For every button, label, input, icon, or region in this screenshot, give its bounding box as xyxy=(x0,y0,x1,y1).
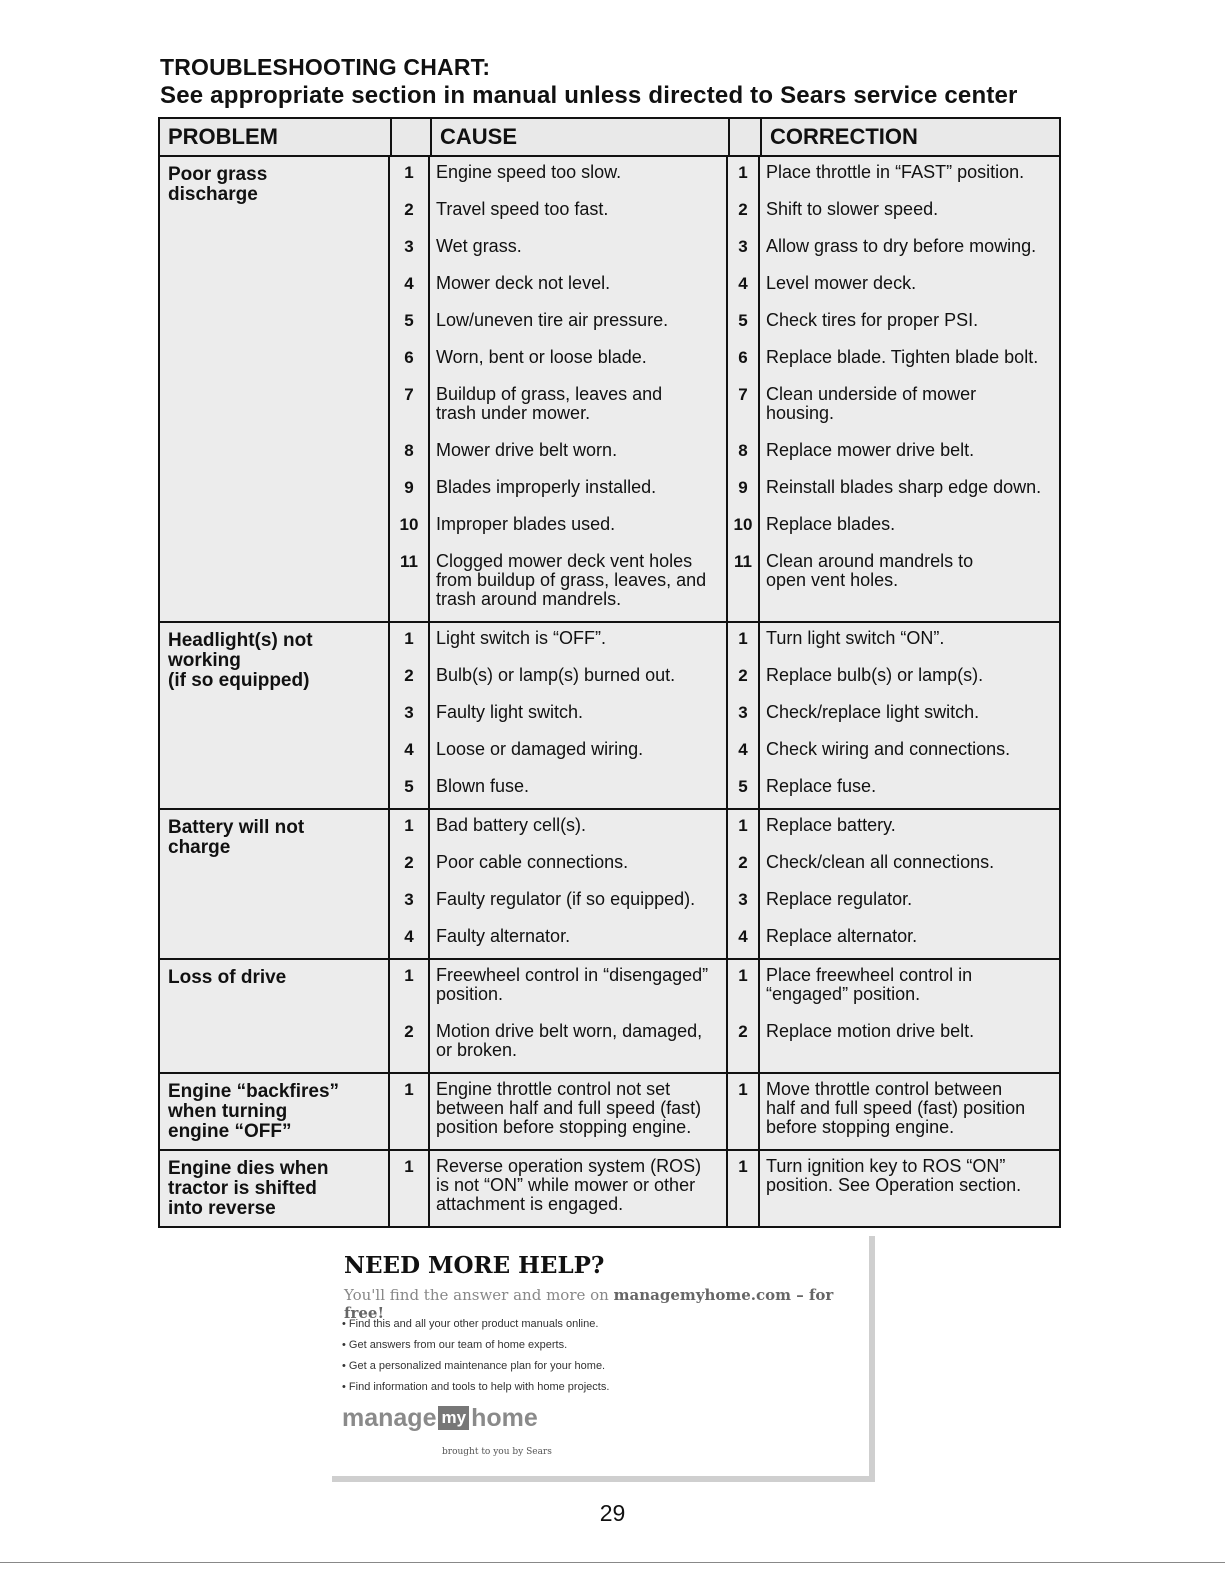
correction-text: Check tires for proper PSI. xyxy=(766,310,979,330)
cause-text: Worn, bent or loose blade. xyxy=(430,342,728,379)
correction-text: Level mower deck. xyxy=(766,273,917,293)
correction-number: 1 xyxy=(728,1151,760,1226)
problem-label: Poor grass discharge xyxy=(160,157,390,621)
help-bullet: • Find information and tools to help with home projects. xyxy=(342,1381,610,1393)
problem-group xyxy=(158,1074,1061,1151)
need-more-help-box xyxy=(332,1236,875,1482)
cause-number: 9 xyxy=(390,472,430,509)
correction-text: Turn ignition key to ROS “ON” position. See Operation section. xyxy=(766,1156,1022,1195)
correction-number: 2 xyxy=(728,194,760,231)
cause-number: 11 xyxy=(390,546,430,621)
correction-text: Replace mower drive belt. xyxy=(766,440,975,460)
cause-number: 1 xyxy=(390,157,430,194)
troubleshooting-table xyxy=(158,117,1061,1228)
logo-text-home: home xyxy=(471,1404,538,1432)
cause-text: Low/uneven tire air pressure. xyxy=(430,305,728,342)
correction-number: 1 xyxy=(728,960,760,1016)
correction-text: Shift to slower speed. xyxy=(766,199,939,219)
correction-number: 11 xyxy=(728,546,760,621)
header-number-1 xyxy=(390,119,430,155)
problem-group xyxy=(158,960,1061,1074)
correction-number: 3 xyxy=(728,884,760,921)
correction-text: Place freewheel control in “engaged” position. xyxy=(766,965,973,1004)
cause-text: Faulty light switch. xyxy=(430,697,728,734)
cause-text: Freewheel control in “disengaged” position. xyxy=(430,960,728,1016)
header-cause: CAUSE xyxy=(430,119,728,155)
cause-number: 4 xyxy=(390,734,430,771)
cause-number: 3 xyxy=(390,231,430,268)
cause-text: Buildup of grass, leaves and trash under mower. xyxy=(430,379,728,435)
cause-number: 5 xyxy=(390,305,430,342)
table-body xyxy=(158,157,1061,1228)
correction-text: Place throttle in “FAST” position. xyxy=(766,162,1025,182)
problem-label: Engine “backfires” when turning engine “OFF” xyxy=(160,1074,390,1149)
correction-text: Replace blade. Tighten blade bolt. xyxy=(766,347,1039,367)
correction-text: Replace motion drive belt. xyxy=(766,1021,975,1041)
correction-text: Replace alternator. xyxy=(766,926,918,946)
correction-number: 9 xyxy=(728,472,760,509)
correction-text: Clean underside of mower housing. xyxy=(766,384,977,423)
cause-number: 2 xyxy=(390,1016,430,1072)
cause-number: 3 xyxy=(390,884,430,921)
cause-text: Poor cable connections. xyxy=(430,847,728,884)
problem-label: Loss of drive xyxy=(160,960,390,1072)
cause-number: 2 xyxy=(390,847,430,884)
cause-number: 4 xyxy=(390,268,430,305)
correction-text: Replace blades. xyxy=(766,514,896,534)
logo-text-my: my xyxy=(438,1406,469,1430)
help-subtitle-text: You'll find the answer and more on xyxy=(344,1286,614,1304)
correction-number: 2 xyxy=(728,847,760,884)
logo-text-manage: manage xyxy=(342,1404,437,1432)
correction-number: 4 xyxy=(728,734,760,771)
cause-number: 1 xyxy=(390,810,430,847)
problem-label: Engine dies when tractor is shifted into reverse xyxy=(160,1151,390,1226)
correction-number: 3 xyxy=(728,231,760,268)
cause-text: Clogged mower deck vent holes from buildup of grass, leaves, and trash around mandrels. xyxy=(430,546,728,621)
correction-text: Reinstall blades sharp edge down. xyxy=(766,477,1042,497)
correction-number: 8 xyxy=(728,435,760,472)
correction-number: 5 xyxy=(728,305,760,342)
header-problem: PROBLEM xyxy=(168,124,278,149)
correction-text: Clean around mandrels to open vent holes. xyxy=(766,551,974,590)
help-subtitle-suffix: – for free! xyxy=(344,1286,834,1322)
correction-number: 4 xyxy=(728,921,760,958)
cause-number: 7 xyxy=(390,379,430,435)
cause-text: Reverse operation system (ROS) is not “ON” while mower or other attachment is engaged. xyxy=(430,1151,728,1226)
cause-text: Bulb(s) or lamp(s) burned out. xyxy=(430,660,728,697)
help-bullet: • Find this and all your other product manuals online. xyxy=(342,1318,599,1330)
cause-number: 2 xyxy=(390,194,430,231)
cause-number: 1 xyxy=(390,1074,430,1149)
cause-number: 5 xyxy=(390,771,430,808)
brought-by-sears: brought to you by Sears xyxy=(442,1447,552,1457)
help-bullet: • Get a personalized maintenance plan for your home. xyxy=(342,1360,606,1372)
cause-text: Loose or damaged wiring. xyxy=(430,734,728,771)
header-number-2 xyxy=(728,119,760,155)
cause-number: 3 xyxy=(390,697,430,734)
cause-text: Blown fuse. xyxy=(430,771,728,808)
correction-number: 1 xyxy=(728,623,760,660)
cause-text: Faulty regulator (if so equipped). xyxy=(430,884,728,921)
help-site-link[interactable]: managemyhome.com xyxy=(613,1286,792,1304)
cause-text: Mower deck not level. xyxy=(430,268,728,305)
correction-number: 1 xyxy=(728,1074,760,1149)
correction-number: 3 xyxy=(728,697,760,734)
correction-text: Move throttle control between half and full speed (fast) position before stopping engine. xyxy=(766,1079,1026,1137)
cause-text: Improper blades used. xyxy=(430,509,728,546)
correction-number: 2 xyxy=(728,1016,760,1072)
help-bullet-list xyxy=(342,1318,609,1402)
correction-text: Check/clean all connections. xyxy=(766,852,995,872)
cause-text: Engine speed too slow. xyxy=(430,157,728,194)
correction-number: 1 xyxy=(728,810,760,847)
chart-title: TROUBLESHOOTING CHART: xyxy=(160,54,491,80)
problem-label: Headlight(s) not working (if so equipped) xyxy=(160,623,390,808)
problem-group xyxy=(158,810,1061,960)
cause-text: Engine throttle control not set between half and full speed (fast) position before stopping engine. xyxy=(430,1074,728,1149)
header-correction: CORRECTION xyxy=(760,119,1063,155)
correction-text: Replace fuse. xyxy=(766,776,877,796)
correction-text: Check/replace light switch. xyxy=(766,702,980,722)
correction-text: Allow grass to dry before mowing. xyxy=(766,236,1037,256)
cause-text: Faulty alternator. xyxy=(430,921,728,958)
table-header xyxy=(158,117,1061,157)
correction-number: 6 xyxy=(728,342,760,379)
cause-text: Blades improperly installed. xyxy=(430,472,728,509)
correction-number: 10 xyxy=(728,509,760,546)
cause-text: Travel speed too fast. xyxy=(430,194,728,231)
correction-text: Replace bulb(s) or lamp(s). xyxy=(766,665,984,685)
cause-text: Wet grass. xyxy=(430,231,728,268)
cause-text: Bad battery cell(s). xyxy=(430,810,728,847)
help-bullet: • Get answers from our team of home experts. xyxy=(342,1339,568,1351)
help-title: NEED MORE HELP? xyxy=(344,1252,605,1279)
cause-number: 6 xyxy=(390,342,430,379)
managemyhome-logo xyxy=(342,1404,538,1433)
correction-number: 7 xyxy=(728,379,760,435)
correction-text: Check wiring and connections. xyxy=(766,739,1011,759)
cause-text: Light switch is “OFF”. xyxy=(430,623,728,660)
problem-group xyxy=(158,623,1061,810)
correction-number: 4 xyxy=(728,268,760,305)
cause-number: 10 xyxy=(390,509,430,546)
cause-number: 1 xyxy=(390,1151,430,1226)
correction-text: Replace battery. xyxy=(766,815,896,835)
cause-text: Mower drive belt worn. xyxy=(430,435,728,472)
page-bottom-rule xyxy=(0,1562,1225,1563)
cause-number: 1 xyxy=(390,623,430,660)
correction-number: 1 xyxy=(728,157,760,194)
cause-number: 4 xyxy=(390,921,430,958)
problem-group xyxy=(158,157,1061,623)
cause-number: 8 xyxy=(390,435,430,472)
correction-number: 2 xyxy=(728,660,760,697)
cause-number: 1 xyxy=(390,960,430,1016)
cause-number: 2 xyxy=(390,660,430,697)
problem-group xyxy=(158,1151,1061,1228)
cause-text: Motion drive belt worn, damaged, or broken. xyxy=(430,1016,728,1072)
correction-number: 5 xyxy=(728,771,760,808)
correction-text: Replace regulator. xyxy=(766,889,913,909)
problem-label: Battery will not charge xyxy=(160,810,390,958)
correction-text: Turn light switch “ON”. xyxy=(766,628,945,648)
chart-subtitle: See appropriate section in manual unless directed to Sears service center xyxy=(160,82,1018,109)
help-subtitle xyxy=(344,1286,869,1322)
page-number: 29 xyxy=(599,1500,626,1526)
